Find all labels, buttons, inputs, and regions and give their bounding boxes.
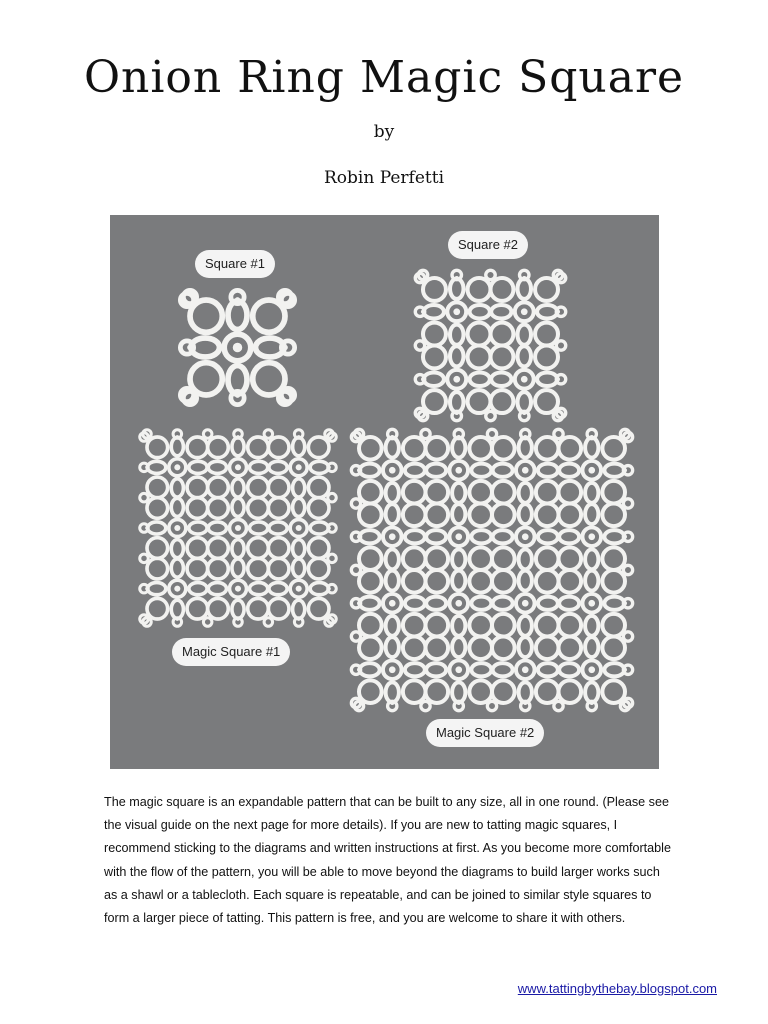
intro-paragraph bbox=[104, 791, 674, 930]
lace-illustration bbox=[110, 215, 659, 769]
author-name: Robin Perfetti bbox=[323, 168, 445, 188]
byline: by bbox=[373, 122, 395, 142]
label-square-1: Square #1 bbox=[195, 250, 275, 278]
label-magic-square-2: Magic Square #2 bbox=[426, 719, 544, 747]
lace-square-2 bbox=[415, 270, 565, 420]
label-magic-square-1: Magic Square #1 bbox=[172, 638, 290, 666]
intro-text: The magic square is an expandable pattern that can be built to any size, all in one round. (Please see the visual guide on the next page for more details). If you are new to tatting magic squares, I recommend sticking to the diagrams and written instructions at first. As you become more comfortable with the flow of the pattern, you will be able to move beyond the diagrams to build larger works such as a shawl or a tablecloth. Each square is repeatable, and can be joined to similar style squares to form a larger piece of tatting. This pattern is free, and you are welcome to share it with others. bbox=[104, 795, 671, 926]
label-square-2: Square #2 bbox=[448, 231, 528, 259]
lace-square-1 bbox=[180, 290, 294, 404]
lace-magic-square-2 bbox=[351, 429, 632, 710]
lace-photo bbox=[110, 215, 659, 769]
lace-magic-square-1 bbox=[140, 430, 336, 626]
blog-link[interactable]: www.tattingbythebay.blogspot.com bbox=[517, 981, 717, 996]
document-title: Onion Ring Magic Square bbox=[83, 52, 685, 103]
